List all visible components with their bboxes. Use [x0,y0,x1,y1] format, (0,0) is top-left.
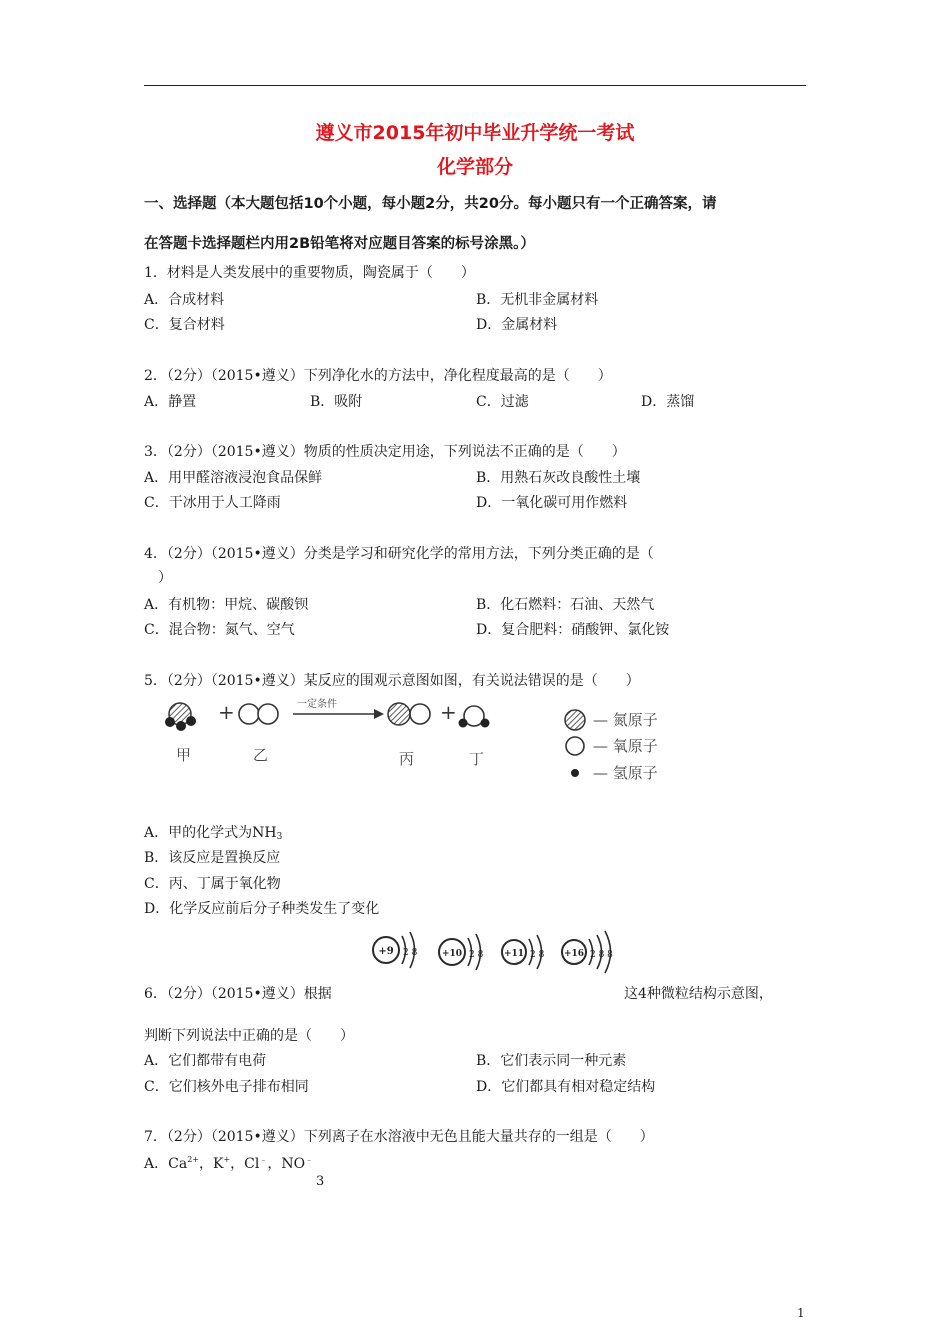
q6-option-d: D．它们都具有相对稳定结构 [476,1079,656,1095]
q4-stem-line2: ） [144,570,172,586]
q6-stem-start: 6．（2分）（2015•遵义）根据 [144,986,332,1002]
atomic-structure-diagrams [368,932,638,990]
q1-option-b: B．无机非金属材料 [476,292,599,308]
molecule-bing [388,703,430,725]
reaction-condition: 一定条件 [297,699,337,710]
plus-sign: + [218,700,235,724]
q7-nitrate-subscript: 3 [316,1174,325,1189]
nucleus-label-1: +9 [378,946,394,957]
molecule-name-jia: 甲 [176,746,192,764]
q6-option-a: A．它们都带有电荷 [144,1053,267,1069]
plus-sign: + [440,700,457,724]
oxygen-atom-icon [566,737,584,755]
q2-option-d: D．蒸馏 [641,394,695,410]
legend-nitrogen: — 氮原子 [593,711,658,729]
reaction-diagram [150,690,710,790]
q1-option-a: A．合成材料 [144,292,225,308]
q2-option-a: A．静置 [144,394,197,410]
nucleus-label-2: +10 [441,949,463,959]
shell-electrons-3: 2 8 [530,950,545,960]
reaction-arrow [293,697,384,719]
page-number: 1 [797,1306,805,1320]
atom-legend [565,710,658,782]
molecule-yi [239,704,278,724]
q4-stem-line1: 4．（2分）（2015•遵义）分类是学习和研究化学的常用方法，下列分类正确的是（ [144,546,654,562]
q2-option-c: C．过滤 [476,394,529,410]
q5-stem: 5．（2分）（2015•遵义）某反应的围观示意图如图，有关说法错误的是（ ） [144,673,640,689]
molecule-name-yi: 乙 [253,746,269,764]
q4-option-b: B．化石燃料：石油、天然气 [476,597,655,613]
q3-option-c: C．干冰用于人工降雨 [144,495,281,511]
molecule-jia [165,703,196,731]
q5-option-a: A．甲的化学式为$NH_3$ [144,825,283,842]
header-rule [144,85,806,86]
q2-option-b: B．吸附 [310,394,363,410]
q6-option-c: C．它们核外电子排布相同 [144,1079,309,1095]
q6-option-b: B．它们表示同一种元素 [476,1053,627,1069]
q7-option-a: A．$Ca^{2+}$，K+，Cl﹣，NO﹣ [144,1155,314,1172]
q5-option-b: B．该反应是置换反应 [144,850,281,866]
exam-subtitle: 化学部分 [436,156,513,178]
atom-structure-3 [502,935,545,969]
section-instructions-line2: 在答题卡选择题栏内用2B铅笔将对应题目答案的标号涂黑。） [144,236,535,252]
q4-option-d: D．复合肥料：硝酸钾、氯化铵 [476,622,670,638]
q6-stem-line2: 判断下列说法中正确的是（ ） [144,1028,354,1044]
q1-option-d: D．金属材料 [476,317,558,333]
atom-structure-1 [373,932,418,968]
nucleus-label-3: +11 [503,949,525,959]
exam-title: 遵义市2015年初中毕业升学统一考试 [315,122,635,144]
q2-stem: 2．（2分）（2015•遵义）下列净化水的方法中，净化程度最高的是（ ） [144,368,612,384]
q3-option-a: A．用甲醛溶液浸泡食品保鲜 [144,470,323,486]
nitrogen-atom-icon [565,710,585,730]
section-instructions-line1: 一、选择题（本大题包括10个小题，每小题2分，共20分。每小题只有一个正确答案，请 [144,196,717,212]
molecule-name-ding: 丁 [469,750,485,768]
atom-structure-2 [439,934,484,970]
nucleus-label-4: +16 [563,949,585,959]
q3-stem: 3．（2分）（2015•遵义）物质的性质决定用途，下列说法不正确的是（ ） [144,444,626,460]
q7-stem: 7．（2分）（2015•遵义）下列离子在水溶液中无色且能大量共存的一组是（ ） [144,1129,654,1145]
molecule-ding [459,706,490,728]
q1-option-c: C．复合材料 [144,317,225,333]
q6-stem-end: 这4种微粒结构示意图， [624,986,773,1002]
q5-option-d: D．化学反应前后分子种类发生了变化 [144,901,380,917]
q5-option-c: C．丙、丁属于氧化物 [144,876,281,892]
molecule-name-bing: 丙 [399,750,415,768]
q4-option-a: A．有机物：甲烷、碳酸钡 [144,597,309,613]
q4-option-c: C．混合物：氮气、空气 [144,622,295,638]
shell-electrons-4: 2 8 8 [590,950,613,960]
q3-option-b: B．用熟石灰改良酸性土壤 [476,470,641,486]
atom-structure-4 [562,931,613,973]
legend-oxygen: — 氧原子 [593,737,658,755]
q3-option-d: D．一氧化碳可用作燃料 [476,495,628,511]
q1-stem: 1．材料是人类发展中的重要物质，陶瓷属于（ ） [144,265,475,281]
shell-electrons-2: 2 8 [469,950,484,960]
shell-electrons-1: 2 8 [403,948,418,958]
hydrogen-atom-icon [571,769,579,777]
legend-hydrogen: — 氢原子 [593,764,658,782]
